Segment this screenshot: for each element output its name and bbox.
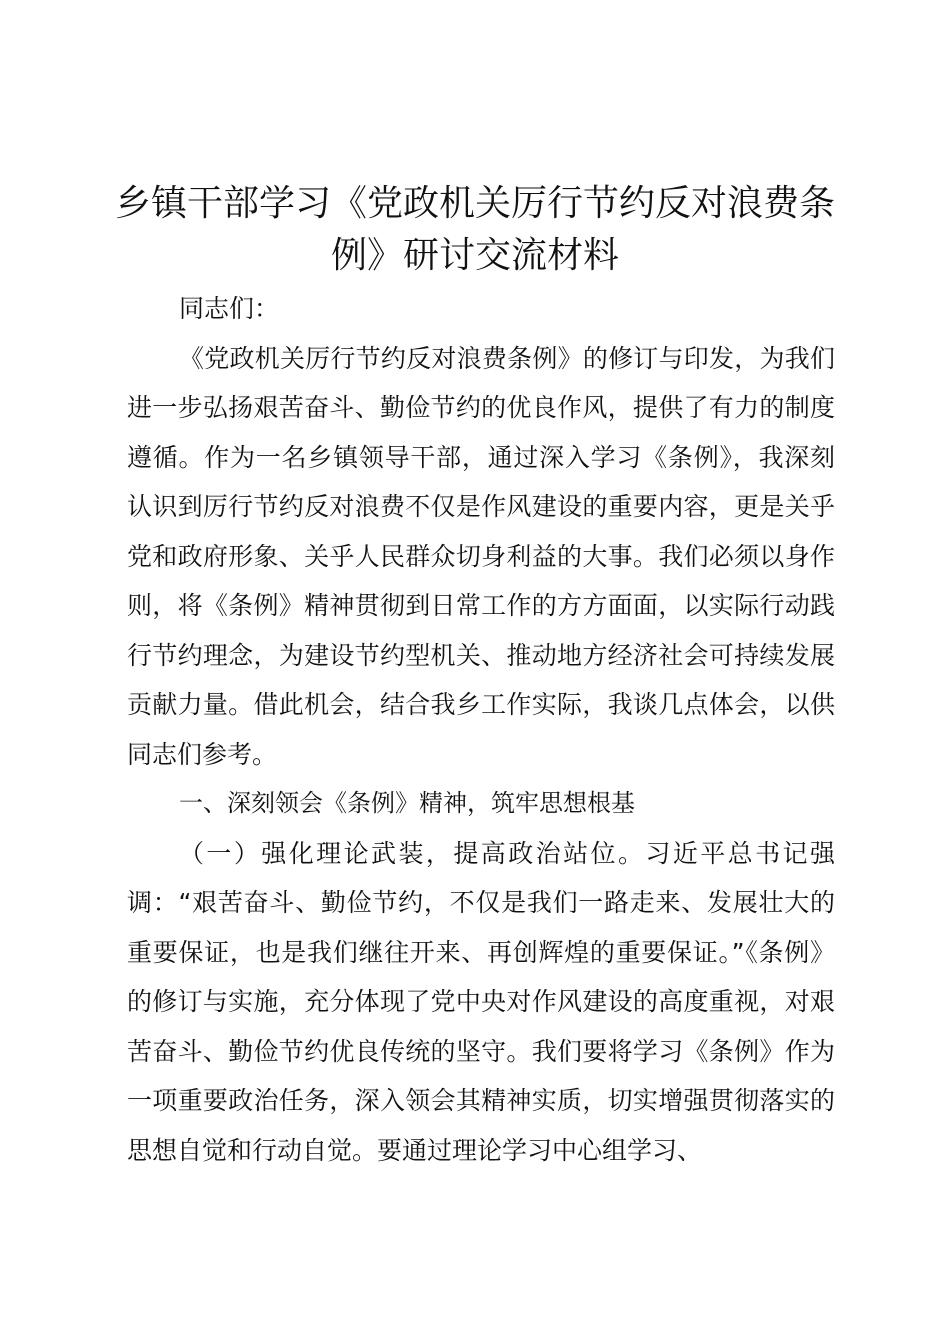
section-heading: 一、深刻领会《条例》精神，筑牢思想根基: [179, 789, 635, 817]
intro-paragraph: 《党政机关厉行节约反对浪费条例》的修订与印发，为我们进一步弘扬艰苦奋斗、勤俭节约的优良作风，提供了有力的制度遵循。作为一名乡镇领导干部，通过深入学习《条例》，我深刻认识到厉行节约反对浪费不仅是作风建设的重要内容，更是关乎党和政府形象、关乎人民群众切身利益的大事。我们必须以身作则，将《条例》精神贯彻到日常工作的方方面面，以实际行动践行节约理念，为建设节约型机关、推动地方经济社会可持续发展贡献力量。借此机会，结合我乡工作实际，我谈几点体会，以供同志们参考。: [127, 343, 835, 769]
section-paragraph: （一）强化理论武装，提高政治站位。习近平总书记强调：“艰苦奋斗、勤俭节约，不仅是我们一路走来、发展壮大的重要保证，也是我们继往开来、再创辉煌的重要保证。”《条例》的修订与实施，充分体现了党中央对作风建设的高度重视，对艰苦奋斗、勤俭节约优良传统的坚守。我们要将学习《条例》作为一项重要政治任务，深入领会其精神实质，切实增强贯彻落实的思想自觉和行动自觉。要通过理论学习中心组学习、: [127, 838, 835, 1165]
document-body: [127, 284, 835, 1175]
document-title: 乡镇干部学习《党政机关厉行节约反对浪费条例》研讨交流材料: [114, 183, 835, 276]
salutation: 同志们：: [179, 294, 280, 323]
